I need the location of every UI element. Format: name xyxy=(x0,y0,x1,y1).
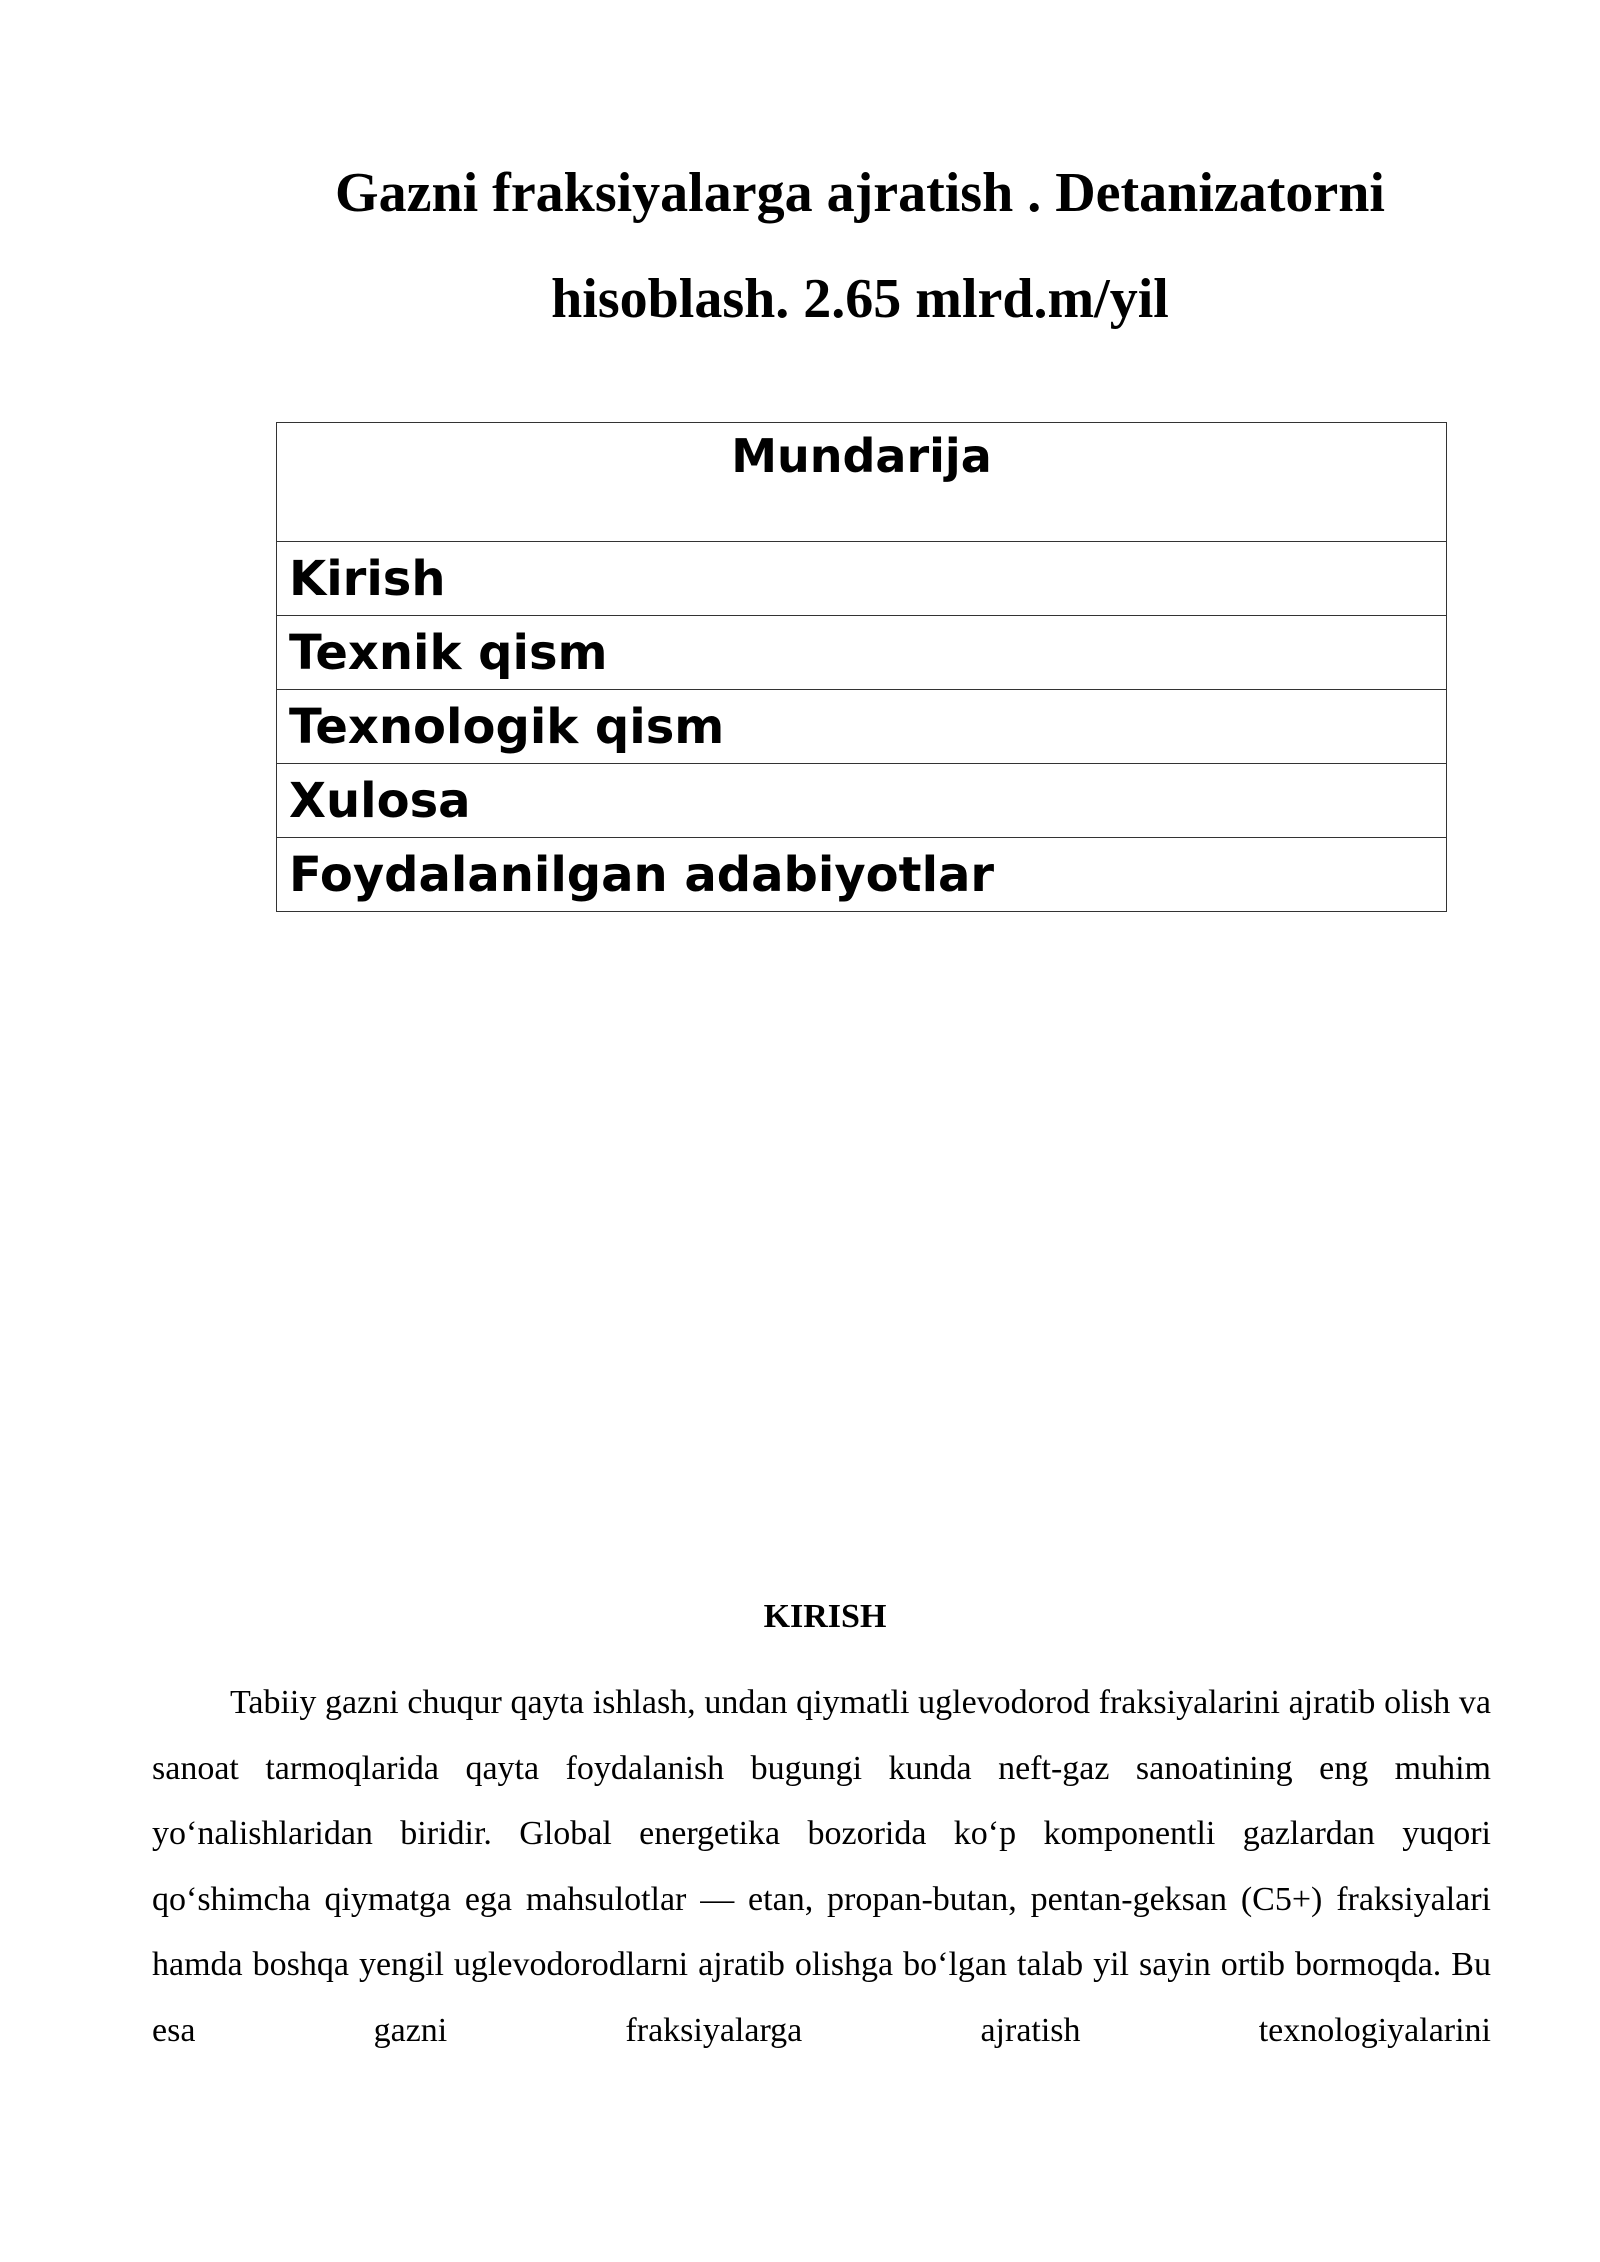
toc-item-texnologik-qism: Texnologik qism xyxy=(277,690,1447,764)
toc-heading: Mundarija xyxy=(277,423,1447,542)
toc-item-foydalanilgan-adabiyotlar: Foydalanilgan adabiyotlar xyxy=(277,838,1447,912)
intro-paragraph: Tabiiy gazni chuqur qayta ishlash, undan qiymatli uglevodorod fraksiyalarini ajratib olish va sanoat tarmoqlarida qayta foydalanish bugungi kunda neft-gaz sanoatining eng muhim yo‘nalishlaridan biridir. Global energetika bozorida ko‘p komponentli gazlardan yuqori qo‘shimcha qiymatga ega mahsulotlar — etan, propan-butan, pentan-geksan (C5+) fraksiyalari hamda boshqa yengil uglevodorodlarni ajratib olishga bo‘lgan talab yil sayin ortib bormoqda. Bu esa gazni fraksiyalarga ajratish texnologiyalarini xyxy=(152,1684,1491,2049)
toc-item-texnik-qism: Texnik qism xyxy=(277,616,1447,690)
section-heading-kirish: KIRISH xyxy=(763,1598,887,1635)
toc-item-kirish: Kirish xyxy=(277,542,1447,616)
document-title-line-1: Gazni fraksiyalarga ajratish . Detanizatorni xyxy=(335,162,1385,224)
table-of-contents xyxy=(276,422,1447,912)
document-title-line-2: hisoblash. 2.65 mlrd.m/yil xyxy=(551,268,1169,330)
toc-item-xulosa: Xulosa xyxy=(277,764,1447,838)
document-title xyxy=(180,140,1540,352)
